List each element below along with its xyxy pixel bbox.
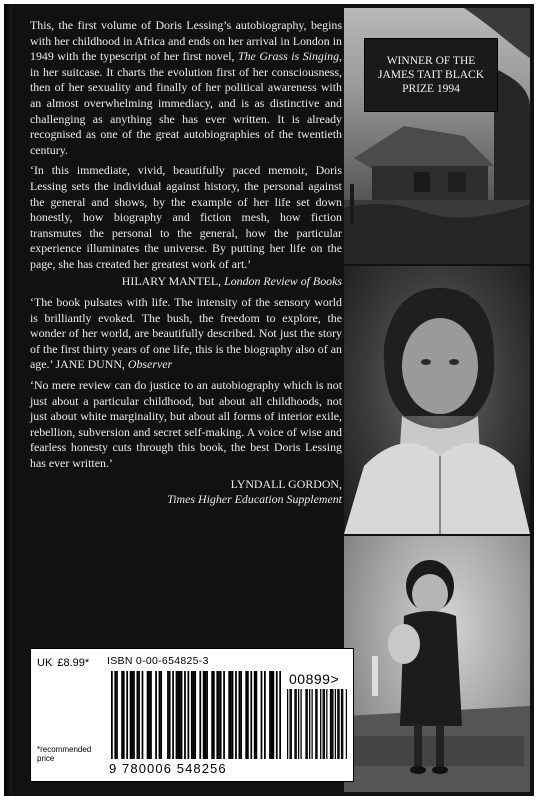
award-badge xyxy=(364,38,498,112)
barcode-bar xyxy=(111,671,113,759)
barcode-bar xyxy=(341,689,342,759)
barcode-bar xyxy=(247,671,249,759)
barcode-bar xyxy=(326,689,327,759)
review-quote-gordon: ‘No mere review can do justice to an autobiography which is not just about a particular childhood, but about all childhoods, not just about white marginality, but about all forms of interior exile, rebellion, subversion and secret self-making. A voice of wise and fearless honesty cuts through this book, the best Doris Lessing has ever written.’ xyxy=(30,378,342,471)
barcode-bar xyxy=(298,689,299,759)
barcode-bar xyxy=(150,671,152,759)
review-text: ‘The book pulsates with life. The intensity of the sensory world is brilliantly evoked. The bush, the freedom to explore, the wonder of her world, are beautifully described. Not just the story of the first thirty years of one life, this is the biography also of an age.’ xyxy=(30,295,342,372)
barcode-bar xyxy=(194,671,196,759)
barcode-bar xyxy=(147,671,149,759)
barcode-bar xyxy=(320,689,321,759)
barcode-bar xyxy=(273,671,275,759)
barcode-bar xyxy=(177,671,179,759)
review-quote-mantel: ‘In this immediate, vivid, beautifully paced memoir, Doris Lessing sets the individual against history, the personal against the general and shows, by the example of her life set down honestly, how biography and fiction mesh, how fiction transmutes the personal to the general, how the particular experience illuminates the universe. By putting her life on the page, she has created her greatest work of art.’ xyxy=(30,163,342,271)
addon-mark: > xyxy=(330,671,340,687)
barcode-bar xyxy=(338,689,339,759)
barcode-bar xyxy=(193,671,195,759)
barcode-bar xyxy=(279,671,281,759)
barcode-bar xyxy=(256,671,258,759)
photo-young-woman xyxy=(344,266,530,534)
barcode-bar xyxy=(254,671,256,759)
barcode-bar xyxy=(324,689,325,759)
barcode-bar xyxy=(337,689,338,759)
barcode-bar xyxy=(220,671,222,759)
barcode-bar xyxy=(131,671,133,759)
addon-digits: 00899 xyxy=(289,671,331,687)
barcode-bar xyxy=(309,689,310,759)
barcode-bar xyxy=(250,671,252,759)
photo-child-with-teddy xyxy=(344,536,530,792)
barcode-bar xyxy=(342,689,343,759)
reviewer-name: LYNDALL GORDON, xyxy=(230,476,342,491)
barcode-bar xyxy=(287,689,288,759)
recommended-price-note: *recommended price xyxy=(37,745,92,763)
barcode-bar xyxy=(206,671,208,759)
award-line: WINNER OF THE xyxy=(386,55,476,67)
price-region: UK xyxy=(37,657,53,669)
barcode-bar xyxy=(116,671,118,759)
barcode-bar xyxy=(167,671,169,759)
barcode-bar xyxy=(271,671,273,759)
barcode-bar xyxy=(203,671,205,759)
barcode-bar xyxy=(223,671,225,759)
barcode-bar xyxy=(276,671,278,759)
barcode-bar xyxy=(269,671,271,759)
barcode-bar xyxy=(199,671,201,759)
barcode-bar xyxy=(137,671,139,759)
barcode-bar xyxy=(346,689,347,759)
barcode-bar xyxy=(181,671,183,759)
barcode-bar xyxy=(138,671,140,759)
price-value: £8.99 xyxy=(57,657,85,669)
barcode-bar xyxy=(121,671,123,759)
spine-edge xyxy=(4,4,12,796)
barcode-bar xyxy=(228,671,230,759)
ean-digits: 9 780006 548256 xyxy=(109,761,227,776)
review-attribution-mantel xyxy=(30,274,342,290)
review-source: Observer xyxy=(127,357,173,372)
price-mark: * xyxy=(84,657,90,669)
barcode-addon xyxy=(287,689,347,759)
barcode-bar xyxy=(335,689,336,759)
barcode-bar xyxy=(230,671,232,759)
barcode-bar xyxy=(311,689,312,759)
barcode-bar xyxy=(291,689,292,759)
blurb-column xyxy=(30,18,342,508)
barcode-main xyxy=(111,671,281,759)
barcode-bar xyxy=(155,671,157,759)
barcode-bar xyxy=(264,671,266,759)
barcode-bar xyxy=(316,689,317,759)
barcode-bar xyxy=(323,689,324,759)
barcode-bar xyxy=(114,671,116,759)
barcode-bar xyxy=(148,671,150,759)
barcode-bar xyxy=(130,671,132,759)
barcode-bar xyxy=(235,671,237,759)
intro-paragraph: This, the first volume of Doris Lessing’s autobiography, begins with her childhood in Africa and ends on her arrival in London in 1949 with the typescript of her first novel, The Grass is Singing, in her suitcase. It charts the evolution first of her consciousness, then of her sexuality and finally of her political awareness with an almost overwhelming immediacy, and is as distinctive and challenging as anything she has ever written. It is already recognised as one of the great autobiographies of the twentieth century. xyxy=(30,18,343,157)
barcode-bar xyxy=(245,671,247,759)
child-illustration xyxy=(344,536,530,792)
barcode-bar xyxy=(160,671,162,759)
barcode-bar xyxy=(179,671,181,759)
award-line: PRIZE 1994 xyxy=(402,83,460,95)
reviewer-name: HILARY MANTEL, xyxy=(121,273,222,288)
review-quote-dunn xyxy=(30,295,342,373)
award-line: JAMES TAIT BLACK xyxy=(378,69,484,81)
barcode-panel xyxy=(30,648,354,782)
barcode-bar xyxy=(142,671,144,759)
barcode-bar xyxy=(307,689,308,759)
barcode-bar xyxy=(300,689,301,759)
barcode-bar xyxy=(331,689,332,759)
barcode-bar xyxy=(205,671,207,759)
barcode-bar xyxy=(218,671,220,759)
barcode-bar xyxy=(123,671,125,759)
photo-farmhouse xyxy=(344,8,530,264)
barcode-bar xyxy=(239,671,241,759)
barcode-bar xyxy=(261,671,263,759)
barcode-bar xyxy=(289,689,290,759)
price-label xyxy=(37,657,89,669)
barcode-bar xyxy=(305,689,306,759)
barcode-bar xyxy=(169,671,171,759)
barcode-bar xyxy=(159,671,161,759)
portrait-illustration xyxy=(344,266,530,534)
barcode-bar xyxy=(188,671,190,759)
barcode-bar xyxy=(315,689,316,759)
barcode-bar xyxy=(172,671,174,759)
reviewer-name: JANE DUNN, xyxy=(55,357,125,372)
barcode-bar xyxy=(294,689,295,759)
barcode-bar xyxy=(211,671,213,759)
barcode-bar xyxy=(332,689,333,759)
isbn-label: ISBN 0-00-654825-3 xyxy=(107,655,209,667)
barcode-bar xyxy=(176,671,178,759)
barcode-bar xyxy=(330,689,331,759)
barcode-bar xyxy=(216,671,218,759)
barcode-bar xyxy=(126,671,128,759)
barcode-bar xyxy=(240,671,242,759)
addon-code xyxy=(289,671,339,687)
barcode-bar xyxy=(296,689,297,759)
barcode-bar xyxy=(184,671,186,759)
barcode-bar xyxy=(213,671,215,759)
review-source: London Review of Books xyxy=(224,273,342,288)
review-source: Times Higher Education Supplement xyxy=(167,492,342,507)
barcode-bar xyxy=(191,671,193,759)
barcode-bar xyxy=(232,671,234,759)
barcode-bar xyxy=(133,671,135,759)
